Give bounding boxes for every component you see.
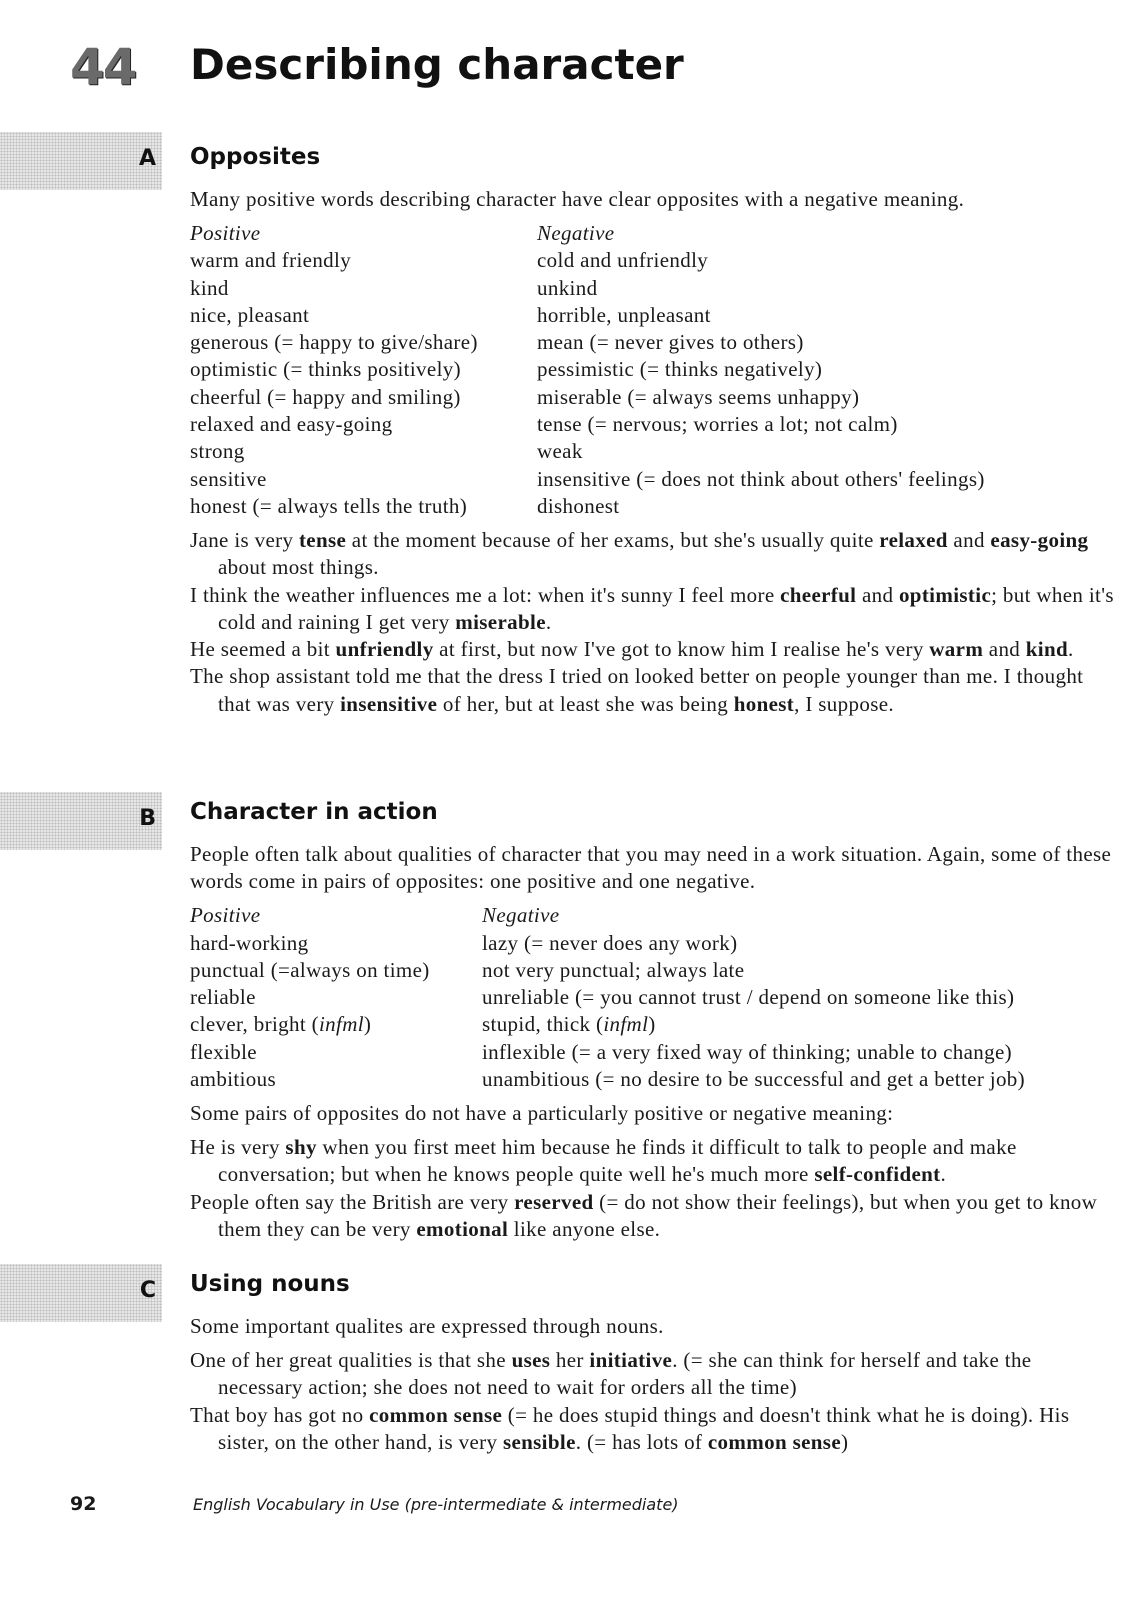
- section-intro: Some important qualites are expressed through nouns.: [190, 1314, 664, 1338]
- negative-word: dishonest: [537, 493, 620, 518]
- informal-label: infml: [603, 1012, 649, 1037]
- negative-word: unkind: [537, 275, 598, 300]
- key-word: tense: [298, 527, 347, 552]
- key-word: unfriendly: [335, 637, 434, 662]
- section-character-in-action: [190, 798, 1115, 1250]
- section-letter: A: [138, 146, 156, 171]
- section-tab-a: [0, 132, 162, 190]
- section-letter: C: [139, 1278, 156, 1303]
- example-sentence: The shop assistant told me that the dress I tried on looked better on people younger than me. I thought that was very insensitive of her, but at least she was being honest, I suppose.: [190, 664, 1084, 716]
- key-word: self-confident: [814, 1162, 941, 1187]
- positive-word: hard-working: [190, 930, 309, 955]
- key-word: kind: [1025, 637, 1069, 662]
- positive-word: optimistic (= thinks positively): [190, 357, 461, 382]
- negative-word: pessimistic (= thinks negatively): [537, 357, 823, 382]
- negative-word: weak: [537, 439, 583, 464]
- key-word: sensible: [502, 1429, 576, 1454]
- informal-label: infml: [318, 1012, 364, 1037]
- section-heading: Using nouns: [190, 1271, 350, 1297]
- negative-word: lazy (= never does any work): [482, 930, 738, 955]
- key-word: optimistic: [898, 582, 992, 607]
- section-heading: Opposites: [190, 144, 321, 170]
- negative-word: insensitive (= does not think about others' feelings): [537, 466, 985, 491]
- negative-word: unreliable (= you cannot trust / depend on someone like this): [482, 985, 1015, 1010]
- negative-word: inflexible (= a very fixed way of thinking; unable to change): [482, 1039, 1013, 1064]
- section-tab-c: [0, 1264, 162, 1322]
- positive-word: punctual (=always on time): [190, 957, 430, 982]
- positive-word: flexible: [190, 1039, 257, 1064]
- key-word: easy-going: [990, 527, 1089, 552]
- book-title: English Vocabulary in Use (pre-intermediate & intermediate): [193, 1495, 679, 1514]
- example-sentence: Jane is very tense at the moment because of her exams, but she's usually quite relaxed and easy-going about most things.: [190, 527, 1089, 580]
- unit-number: 44: [70, 38, 136, 96]
- example-sentences: [190, 1347, 1115, 1456]
- example-sentence: That boy has got no common sense (= he does stupid things and doesn't think what he is doing). His sister, on the other hand, is very sensible. (= has lots of common sense): [190, 1402, 1070, 1454]
- column-header: Positive: [190, 220, 261, 245]
- positive-word: reliable: [190, 985, 256, 1010]
- positive-word: kind: [190, 275, 229, 300]
- page-number: 92: [70, 1493, 97, 1515]
- key-word: reserved: [514, 1189, 594, 1214]
- example-sentence: People often say the British are very reserved (= do not show their feelings), but when you get to know them they can be very emotional like anyone else.: [190, 1189, 1098, 1241]
- positive-word: honest (= always tells the truth): [190, 493, 468, 518]
- column-header: Positive: [190, 903, 261, 928]
- key-word: common sense: [707, 1429, 841, 1454]
- negative-word: stupid, thick (infml): [482, 1012, 656, 1037]
- key-word: initiative: [589, 1347, 673, 1372]
- positive-word: nice, pleasant: [190, 302, 310, 327]
- positive-word: relaxed and easy-going: [190, 412, 393, 437]
- negative-word: mean (= never gives to others): [537, 330, 804, 355]
- positive-word: ambitious: [190, 1067, 276, 1092]
- negative-word: miserable (= always seems unhappy): [537, 384, 860, 409]
- positive-word: warm and friendly: [190, 248, 352, 273]
- example-sentence: He seemed a bit unfriendly at first, but now I've got to know him I realise he's very warm and kind.: [190, 637, 1074, 662]
- positive-word: generous (= happy to give/share): [190, 330, 478, 355]
- key-word: emotional: [416, 1216, 509, 1241]
- key-word: relaxed: [879, 527, 948, 552]
- section-using-nouns: [190, 1270, 1115, 1463]
- negative-word: unambitious (= no desire to be successful and get a better job): [482, 1067, 1025, 1092]
- example-sentence: He is very shy when you first meet him because he finds it difficult to talk to people and make conversation; but when he knows people quite well he's much more self-confident.: [190, 1135, 1017, 1187]
- negative-word: not very punctual; always late: [482, 957, 745, 982]
- column-header: Negative: [537, 220, 615, 245]
- positive-word: sensitive: [190, 466, 267, 491]
- column-header: Negative: [482, 903, 560, 928]
- negative-word: tense (= nervous; worries a lot; not calm): [537, 412, 898, 437]
- key-word: cheerful: [780, 582, 857, 607]
- section-heading: Character in action: [190, 799, 438, 825]
- section-letter: B: [139, 806, 156, 831]
- section-intro: People often talk about qualities of character that you may need in a work situation. Again, some of these words come in pairs of opposites: one positive and one negative.: [190, 842, 1112, 894]
- negative-word: horrible, unpleasant: [537, 302, 711, 327]
- key-word: miserable: [455, 609, 546, 634]
- negative-word: cold and unfriendly: [537, 248, 709, 273]
- key-word: warm: [929, 637, 984, 662]
- key-word: honest: [733, 691, 795, 716]
- key-word: insensitive: [340, 691, 438, 716]
- section-note: Some pairs of opposites do not have a particularly positive or negative meaning:: [190, 1101, 894, 1126]
- section-opposites: [190, 143, 1115, 725]
- page-title: Describing character: [190, 40, 684, 89]
- positive-word: strong: [190, 439, 245, 464]
- word-table: [190, 220, 1115, 520]
- key-word: shy: [285, 1135, 317, 1160]
- example-sentences: [190, 1134, 1115, 1243]
- example-sentence: I think the weather influences me a lot: when it's sunny I feel more cheerful and optimistic; but when it's cold and raining I get very miserable.: [190, 582, 1114, 634]
- example-sentence: One of her great qualities is that she uses her initiative. (= she can think for herself and take the necessary action; she does not need to wait for orders all the time): [190, 1347, 1032, 1400]
- section-tab-b: [0, 792, 162, 850]
- positive-word: cheerful (= happy and smiling): [190, 384, 461, 409]
- key-word: uses: [511, 1347, 551, 1372]
- word-table: [190, 902, 1115, 1093]
- key-word: common sense: [369, 1402, 503, 1427]
- section-intro: Many positive words describing character have clear opposites with a negative meaning.: [190, 187, 965, 211]
- example-sentences: [190, 527, 1115, 718]
- positive-word: clever, bright (infml): [190, 1012, 372, 1037]
